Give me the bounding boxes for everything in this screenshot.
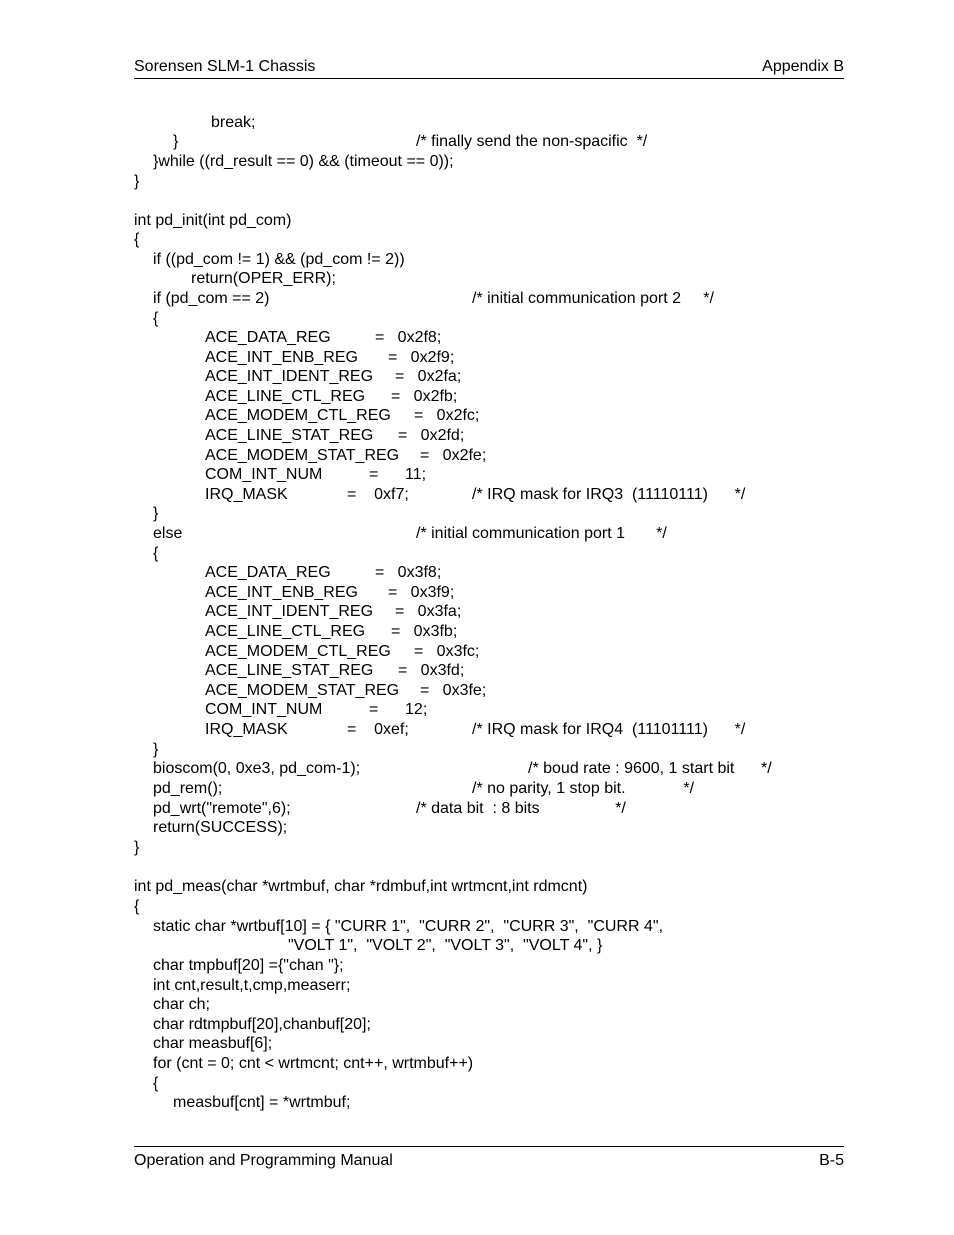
code-line: = 0x3fb; [391, 623, 458, 640]
code-line: = 0x2f9; [388, 349, 455, 366]
code-line: pd_wrt("remote",6); [153, 800, 291, 817]
code-line: } [173, 133, 179, 150]
code-line: ACE_INT_IDENT_REG [205, 368, 374, 385]
code-line: = 12; [369, 701, 428, 718]
code-line: }while ((rd_result == 0) && (timeout == 0)); [153, 153, 454, 170]
code-line: = 0x2fa; [395, 368, 462, 385]
code-line: IRQ_MASK [205, 721, 288, 738]
code-line: = 0x3fe; [420, 682, 487, 699]
code-line: ACE_DATA_REG [205, 564, 331, 581]
footer-manual-title: Operation and Programming Manual [134, 1152, 393, 1169]
code-line: = 11; [369, 466, 427, 483]
code-line: int cnt,result,t,cmp,measerr; [153, 977, 351, 994]
code-line: = 0x2f8; [375, 329, 442, 346]
code-line: = 0xf7; [347, 486, 409, 503]
page-footer [134, 1146, 844, 1171]
code-line: { [153, 545, 159, 562]
code-line: { [134, 231, 140, 248]
code-line: } [134, 839, 140, 856]
page-number: B-5 [819, 1152, 844, 1169]
code-line: char ch; [153, 996, 210, 1013]
code-line: ACE_LINE_STAT_REG [205, 427, 374, 444]
code-line: bioscom(0, 0xe3, pd_com-1); [153, 760, 361, 777]
header-title: Sorensen SLM-1 Chassis [134, 58, 316, 75]
code-line: /* IRQ mask for IRQ3 (11110111) */ [472, 486, 746, 503]
code-line: ACE_INT_IDENT_REG [205, 603, 374, 620]
code-line: = 0x3fc; [414, 643, 480, 660]
code-line: = 0x3f8; [375, 564, 442, 581]
code-line: char rdtmpbuf[20],chanbuf[20]; [153, 1016, 371, 1033]
code-line: static char *wrtbuf[10] = { "CURR 1", "CURR 2", "CURR 3", "CURR 4", [153, 918, 664, 935]
code-line: COM_INT_NUM [205, 466, 323, 483]
code-line: ACE_LINE_CTL_REG [205, 623, 366, 640]
code-line: = 0x3f9; [388, 584, 455, 601]
code-line: int pd_init(int pd_com) [134, 212, 292, 229]
code-line: IRQ_MASK [205, 486, 288, 503]
code-line: ACE_INT_ENB_REG [205, 349, 358, 366]
code-line: ACE_MODEM_STAT_REG [205, 682, 400, 699]
header-section: Appendix B [762, 58, 844, 75]
code-line: pd_rem(); [153, 780, 223, 797]
code-line: int pd_meas(char *wrtmbuf, char *rdmbuf,int wrtmcnt,int rdmcnt) [134, 878, 588, 895]
code-line: = 0xef; [347, 721, 409, 738]
code-line: /* initial communication port 2 */ [472, 290, 714, 307]
code-line: ACE_MODEM_CTL_REG [205, 407, 391, 424]
code-line: ACE_MODEM_CTL_REG [205, 643, 391, 660]
code-line: /* initial communication port 1 */ [416, 525, 667, 542]
code-line: } [153, 505, 159, 522]
code-line: = 0x3fd; [398, 662, 465, 679]
code-line: /* IRQ mask for IRQ4 (11101111) */ [472, 721, 746, 738]
code-line: ACE_INT_ENB_REG [205, 584, 358, 601]
code-line: "VOLT 1", "VOLT 2", "VOLT 3", "VOLT 4", } [288, 937, 603, 954]
code-line: return(OPER_ERR); [191, 270, 336, 287]
code-line: = 0x2fc; [414, 407, 480, 424]
code-line: break; [211, 114, 256, 131]
code-line: = 0x2fb; [391, 388, 458, 405]
code-line: { [153, 1075, 159, 1092]
code-line: char measbuf[6]; [153, 1035, 273, 1052]
code-line: /* data bit : 8 bits */ [416, 800, 626, 817]
code-line: } [134, 173, 140, 190]
code-line: else [153, 525, 183, 542]
code-line: ACE_LINE_CTL_REG [205, 388, 366, 405]
code-line: if (pd_com == 2) [153, 290, 270, 307]
code-line: ACE_DATA_REG [205, 329, 331, 346]
code-line: { [153, 310, 159, 327]
code-line: /* boud rate : 9600, 1 start bit */ [528, 760, 772, 777]
code-line: /* finally send the non-spacific */ [416, 133, 648, 150]
code-line: = 0x3fa; [395, 603, 462, 620]
code-line: char tmpbuf[20] ={"chan "}; [153, 957, 344, 974]
code-line: /* no parity, 1 stop bit. */ [472, 780, 695, 797]
code-line: { [134, 898, 140, 915]
code-line: measbuf[cnt] = *wrtmbuf; [173, 1094, 351, 1111]
code-line: COM_INT_NUM [205, 701, 323, 718]
code-line: = 0x2fe; [420, 447, 487, 464]
code-line: for (cnt = 0; cnt < wrtmcnt; cnt++, wrtmbuf++) [153, 1055, 474, 1072]
code-line: if ((pd_com != 1) && (pd_com != 2)) [153, 251, 405, 268]
code-line: } [153, 741, 159, 758]
code-line: ACE_LINE_STAT_REG [205, 662, 374, 679]
code-line: = 0x2fd; [398, 427, 465, 444]
code-line: ACE_MODEM_STAT_REG [205, 447, 400, 464]
code-line: return(SUCCESS); [153, 819, 288, 836]
